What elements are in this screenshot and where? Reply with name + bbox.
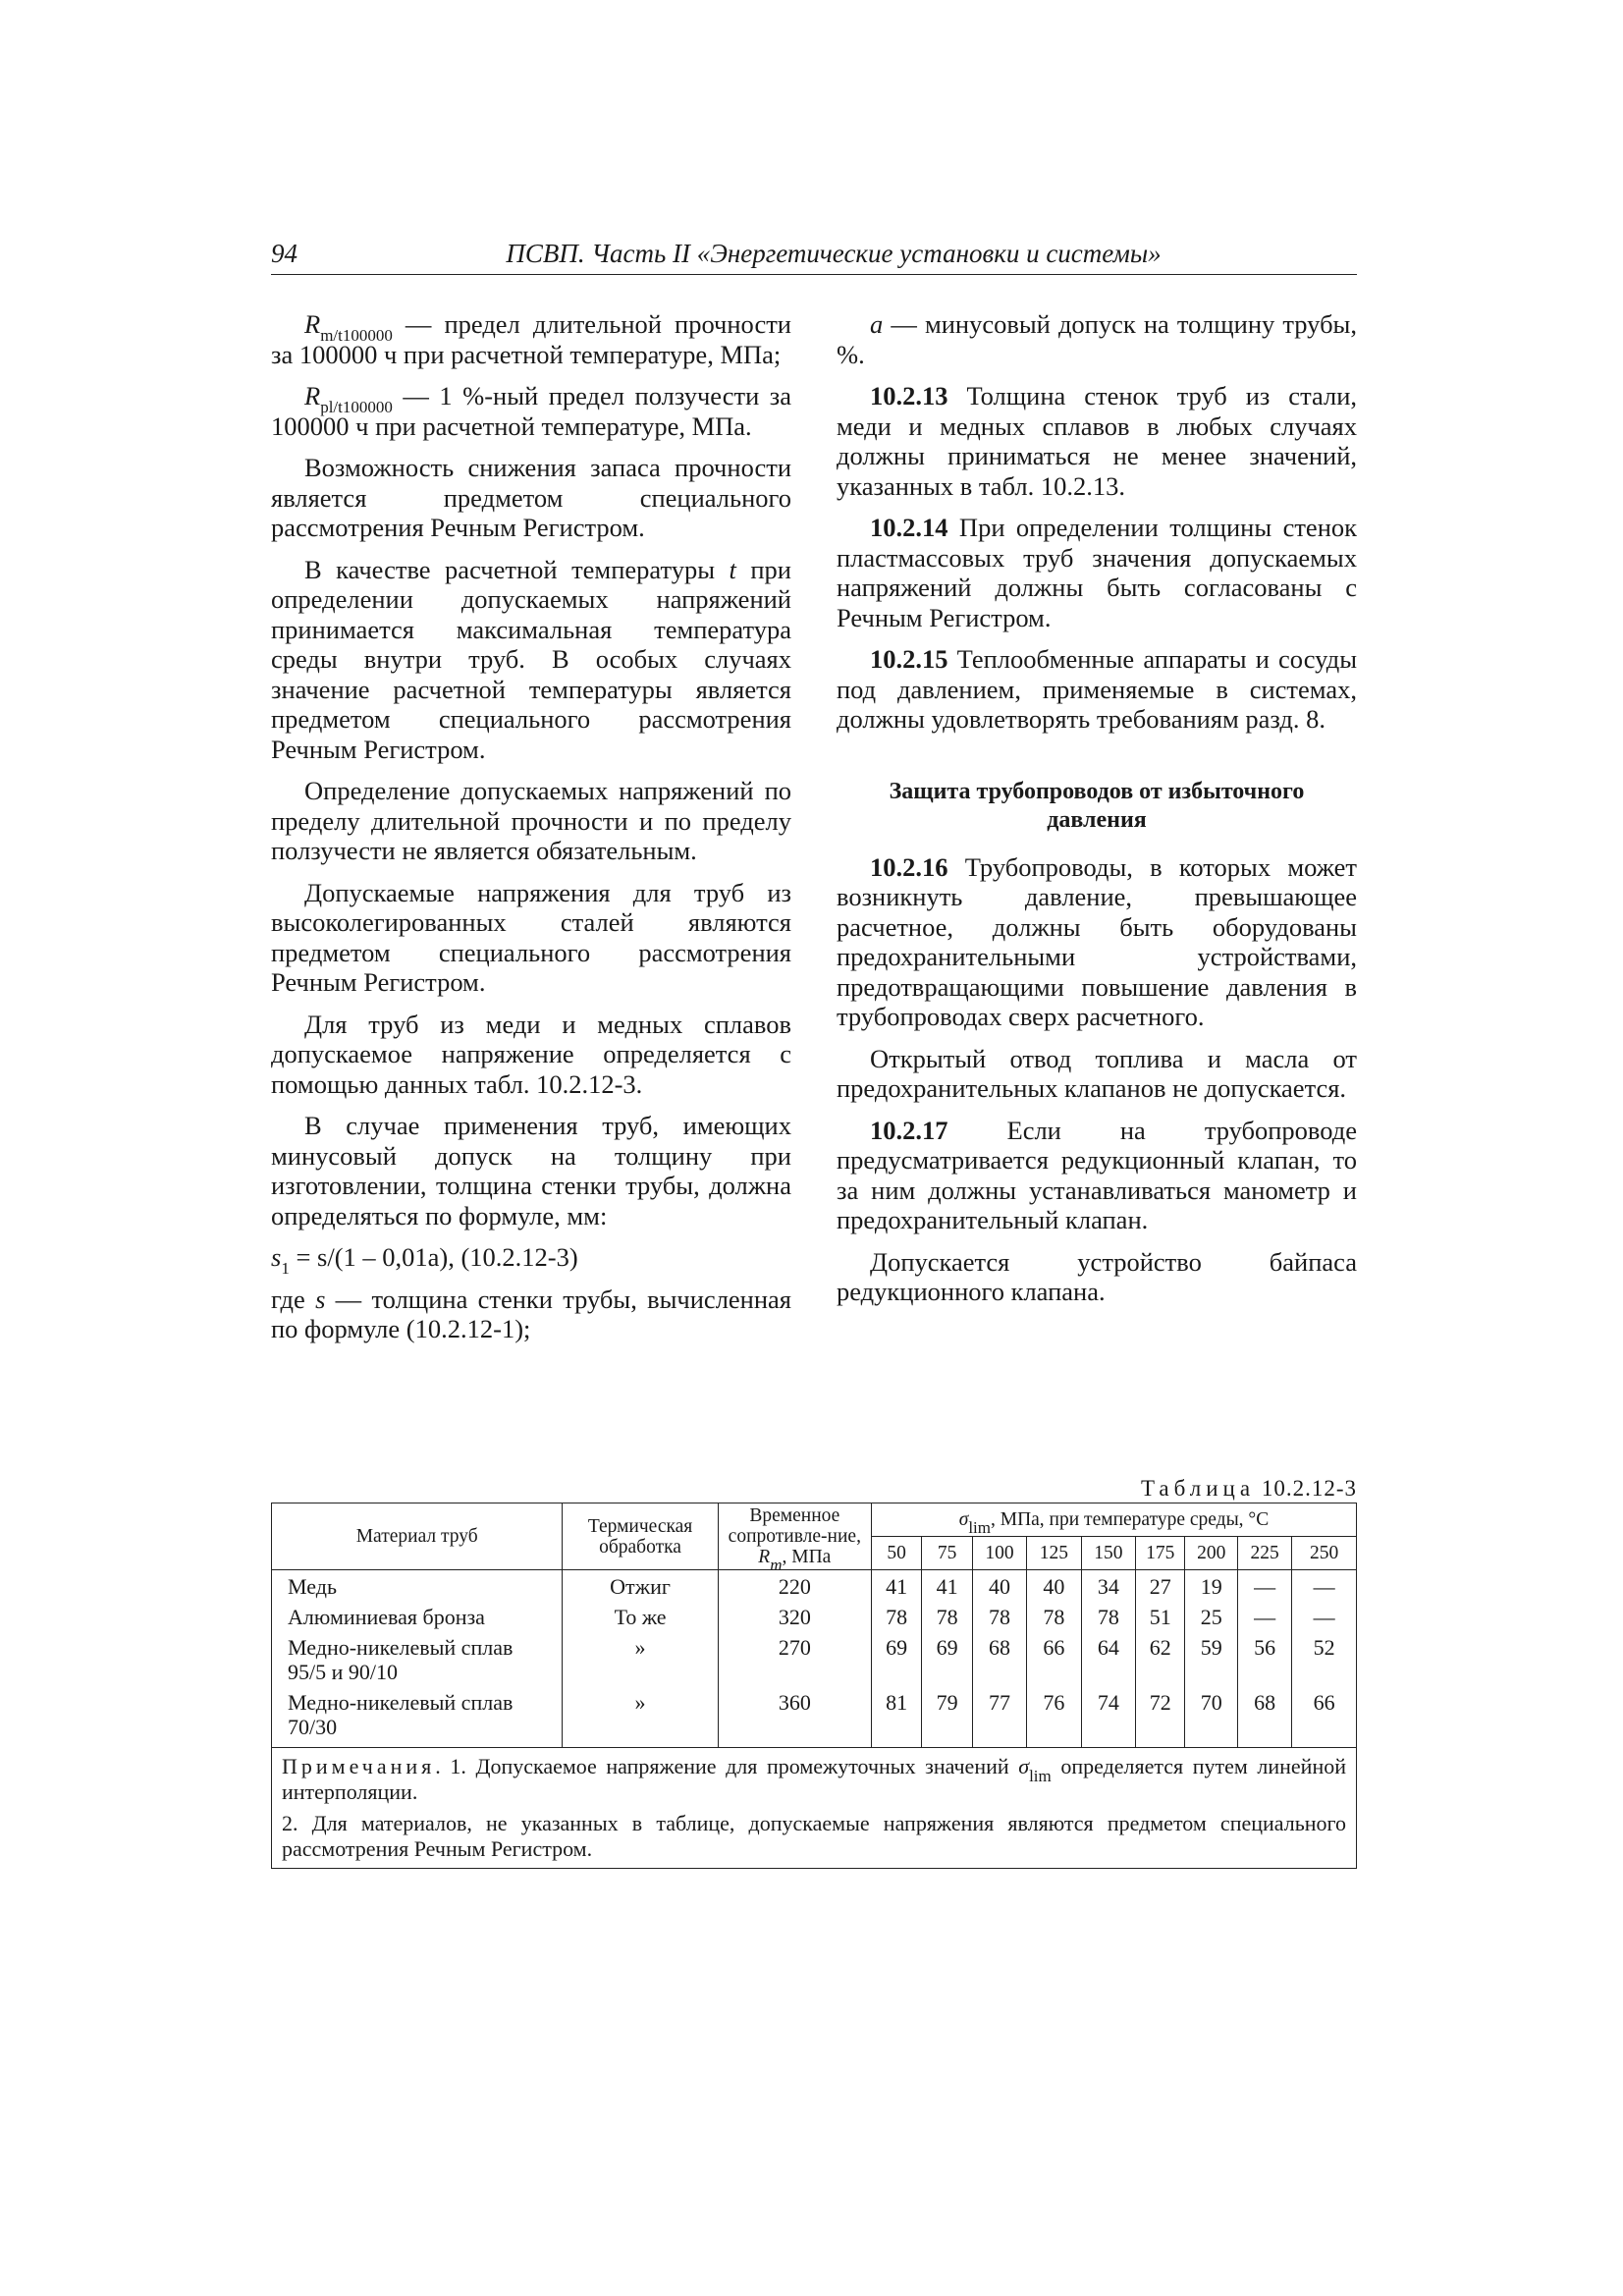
- cell-value: 64: [1081, 1631, 1135, 1686]
- header-temp: 75: [922, 1537, 972, 1570]
- left-column: [271, 309, 791, 1356]
- formula: $s_1 = s/(1 - 0,01a)$, (10.2.12-3): [271, 1242, 578, 1278]
- cell-material: Медно-никелевый сплав 70/30: [272, 1686, 563, 1748]
- cell-value: 62: [1136, 1631, 1185, 1686]
- clause-10-2-15: 10.2.15 Теплообменные аппараты и сосуды под давлением, применяемые в системах, должны удовлетворять требованиям разд. 8.: [837, 644, 1357, 734]
- cell-value: 52: [1292, 1631, 1357, 1686]
- header-temp: 225: [1237, 1537, 1291, 1570]
- cell-value: 40: [972, 1570, 1026, 1602]
- cell-rm: 220: [718, 1570, 871, 1602]
- right-column: [837, 309, 1357, 1319]
- cell-value: 59: [1185, 1631, 1237, 1686]
- cell-material: Алюминиевая бронза: [272, 1601, 563, 1631]
- cell-value: 41: [922, 1570, 972, 1602]
- cell-value: 77: [972, 1686, 1026, 1748]
- cell-value: 69: [922, 1631, 972, 1686]
- cell-value: —: [1292, 1601, 1357, 1631]
- header-strength: Временное сопротивле-ние, $R_m$, МПа: [718, 1503, 871, 1570]
- paragraph: Для труб из меди и медных сплавов допускаемое напряжение определяется с помощью данных табл. 10.2.12-3.: [271, 1009, 791, 1099]
- cell-material: Медь: [272, 1570, 563, 1602]
- running-title: ПСВП. Часть II «Энергетические установки и системы»: [506, 239, 1162, 268]
- cell-value: 66: [1027, 1631, 1081, 1686]
- cell-value: —: [1237, 1570, 1291, 1602]
- header-temp: 100: [972, 1537, 1026, 1570]
- paragraph: В случае применения труб, имеющих минусовый допуск на толщину при изготовлении, толщина стенки трубы, должна определяться по формуле, мм:: [271, 1111, 791, 1230]
- cell-value: 19: [1185, 1570, 1237, 1602]
- note-2: 2. Для материалов, не указанных в таблице, допускаемые напряжения являются предметом специального рассмотрения Речным Регистром.: [282, 1811, 1346, 1861]
- cell-rm: 320: [718, 1601, 871, 1631]
- cell-value: 27: [1136, 1570, 1185, 1602]
- header-temp: 125: [1027, 1537, 1081, 1570]
- definition-a: a — минусовый допуск на толщину трубы, %.: [837, 309, 1357, 369]
- table-row: [272, 1601, 1357, 1631]
- paragraph: Определение допускаемых напряжений по пределу длительной прочности и по пределу ползучести не является обязательным.: [271, 776, 791, 865]
- header-treatment: Термическая обработка: [563, 1503, 718, 1570]
- header-temp: 250: [1292, 1537, 1357, 1570]
- cell-value: 41: [871, 1570, 921, 1602]
- table-caption: Таблица 10.2.12-3: [1140, 1476, 1357, 1501]
- page-number: 94: [271, 239, 298, 268]
- table-row: [272, 1570, 1357, 1602]
- cell-treatment: Отжиг: [563, 1570, 718, 1602]
- header-temp: 50: [871, 1537, 921, 1570]
- header-temp: 175: [1136, 1537, 1185, 1570]
- cell-value: 72: [1136, 1686, 1185, 1748]
- cell-value: 74: [1081, 1686, 1135, 1748]
- cell-value: 34: [1081, 1570, 1135, 1602]
- header-temp: 200: [1185, 1537, 1237, 1570]
- header-sigma: $\sigma_{lim}$, МПа, при температуре среды, °С: [871, 1503, 1356, 1537]
- cell-value: 78: [922, 1601, 972, 1631]
- cell-value: 56: [1237, 1631, 1291, 1686]
- cell-rm: 270: [718, 1631, 871, 1686]
- clause-10-2-14: 10.2.14 При определении толщины стенок пластмассовых труб значения допускаемых напряжений должны быть согласованы с Речным Регистром.: [837, 513, 1357, 632]
- clause-10-2-16: 10.2.16 Трубопроводы, в которых может возникнуть давление, превышающее расчетное, должны быть оборудованы предохранительными устройствами, предотвращающими повышение давления в трубопроводах сверх расчетного.: [837, 851, 1357, 1031]
- cell-value: —: [1237, 1601, 1291, 1631]
- note-1: Примечания. 1. Допускаемое напряжение для промежуточных значений $\sigma_{lim}$ определяется путем линейной интерполяции.: [282, 1754, 1346, 1804]
- clause-10-2-13: 10.2.13 Толщина стенок труб из стали, меди и медных сплавов в любых случаях должны приниматься не менее значений, указанных в табл. 10.2.13.: [837, 381, 1357, 501]
- paragraph: Допускаемые напряжения для труб из высоколегированных сталей являются предметом специального рассмотрения Речным Регистром.: [271, 877, 791, 997]
- cell-value: 78: [1027, 1601, 1081, 1631]
- cell-value: 81: [871, 1686, 921, 1748]
- header-material: Материал труб: [272, 1503, 563, 1570]
- stress-table: [271, 1503, 1357, 1869]
- paragraph: Допускается устройство байпаса редукционного клапана.: [837, 1246, 1357, 1306]
- cell-value: 40: [1027, 1570, 1081, 1602]
- clause-10-2-17: 10.2.17 Если на трубопроводе предусматривается редукционный клапан, то за ним должны устанавливаться манометр и предохранительный клапан.: [837, 1115, 1357, 1234]
- page-header: [271, 239, 1357, 275]
- cell-material: Медно-никелевый сплав 95/5 и 90/10: [272, 1631, 563, 1686]
- cell-value: 68: [972, 1631, 1026, 1686]
- cell-rm: 360: [718, 1686, 871, 1748]
- paragraph: Открытый отвод топлива и масла от предохранительных клапанов не допускается.: [837, 1043, 1357, 1103]
- paragraph: В качестве расчетной температуры t при определении допускаемых напряжений принимается максимальная температура среды внутри труб. В особых случаях значение расчетной температуры является предметом специального рассмотрения Речным Регистром.: [271, 554, 791, 764]
- cell-value: 78: [972, 1601, 1026, 1631]
- cell-value: —: [1292, 1570, 1357, 1602]
- cell-value: 78: [871, 1601, 921, 1631]
- cell-value: 51: [1136, 1601, 1185, 1631]
- formula-explanation: где s — толщина стенки трубы, вычисленная по формуле (10.2.12-1);: [271, 1284, 791, 1343]
- cell-value: 66: [1292, 1686, 1357, 1748]
- definition-rp: $R_{pl/t100000}$ — 1 %-ный предел ползучести за 100000 ч при расчетной температуре, МПа.: [271, 381, 791, 441]
- cell-value: 76: [1027, 1686, 1081, 1748]
- section-heading: Защита трубопроводов от избыточного давления: [889, 778, 1305, 833]
- cell-treatment: »: [563, 1631, 718, 1686]
- table-row: [272, 1686, 1357, 1748]
- cell-value: 25: [1185, 1601, 1237, 1631]
- definition-rm: $R_{m/t100000}$ — предел длительной прочности за 100000 ч при расчетной температуре, МПа;: [271, 309, 791, 369]
- table-notes: [272, 1748, 1357, 1869]
- cell-value: 79: [922, 1686, 972, 1748]
- table-row: [272, 1631, 1357, 1686]
- cell-treatment: То же: [563, 1601, 718, 1631]
- header-temp: 150: [1081, 1537, 1135, 1570]
- cell-value: 78: [1081, 1601, 1135, 1631]
- paragraph: Возможность снижения запаса прочности является предметом специального рассмотрения Речным Регистром.: [271, 453, 791, 542]
- cell-value: 68: [1237, 1686, 1291, 1748]
- cell-value: 69: [871, 1631, 921, 1686]
- cell-treatment: »: [563, 1686, 718, 1748]
- cell-value: 70: [1185, 1686, 1237, 1748]
